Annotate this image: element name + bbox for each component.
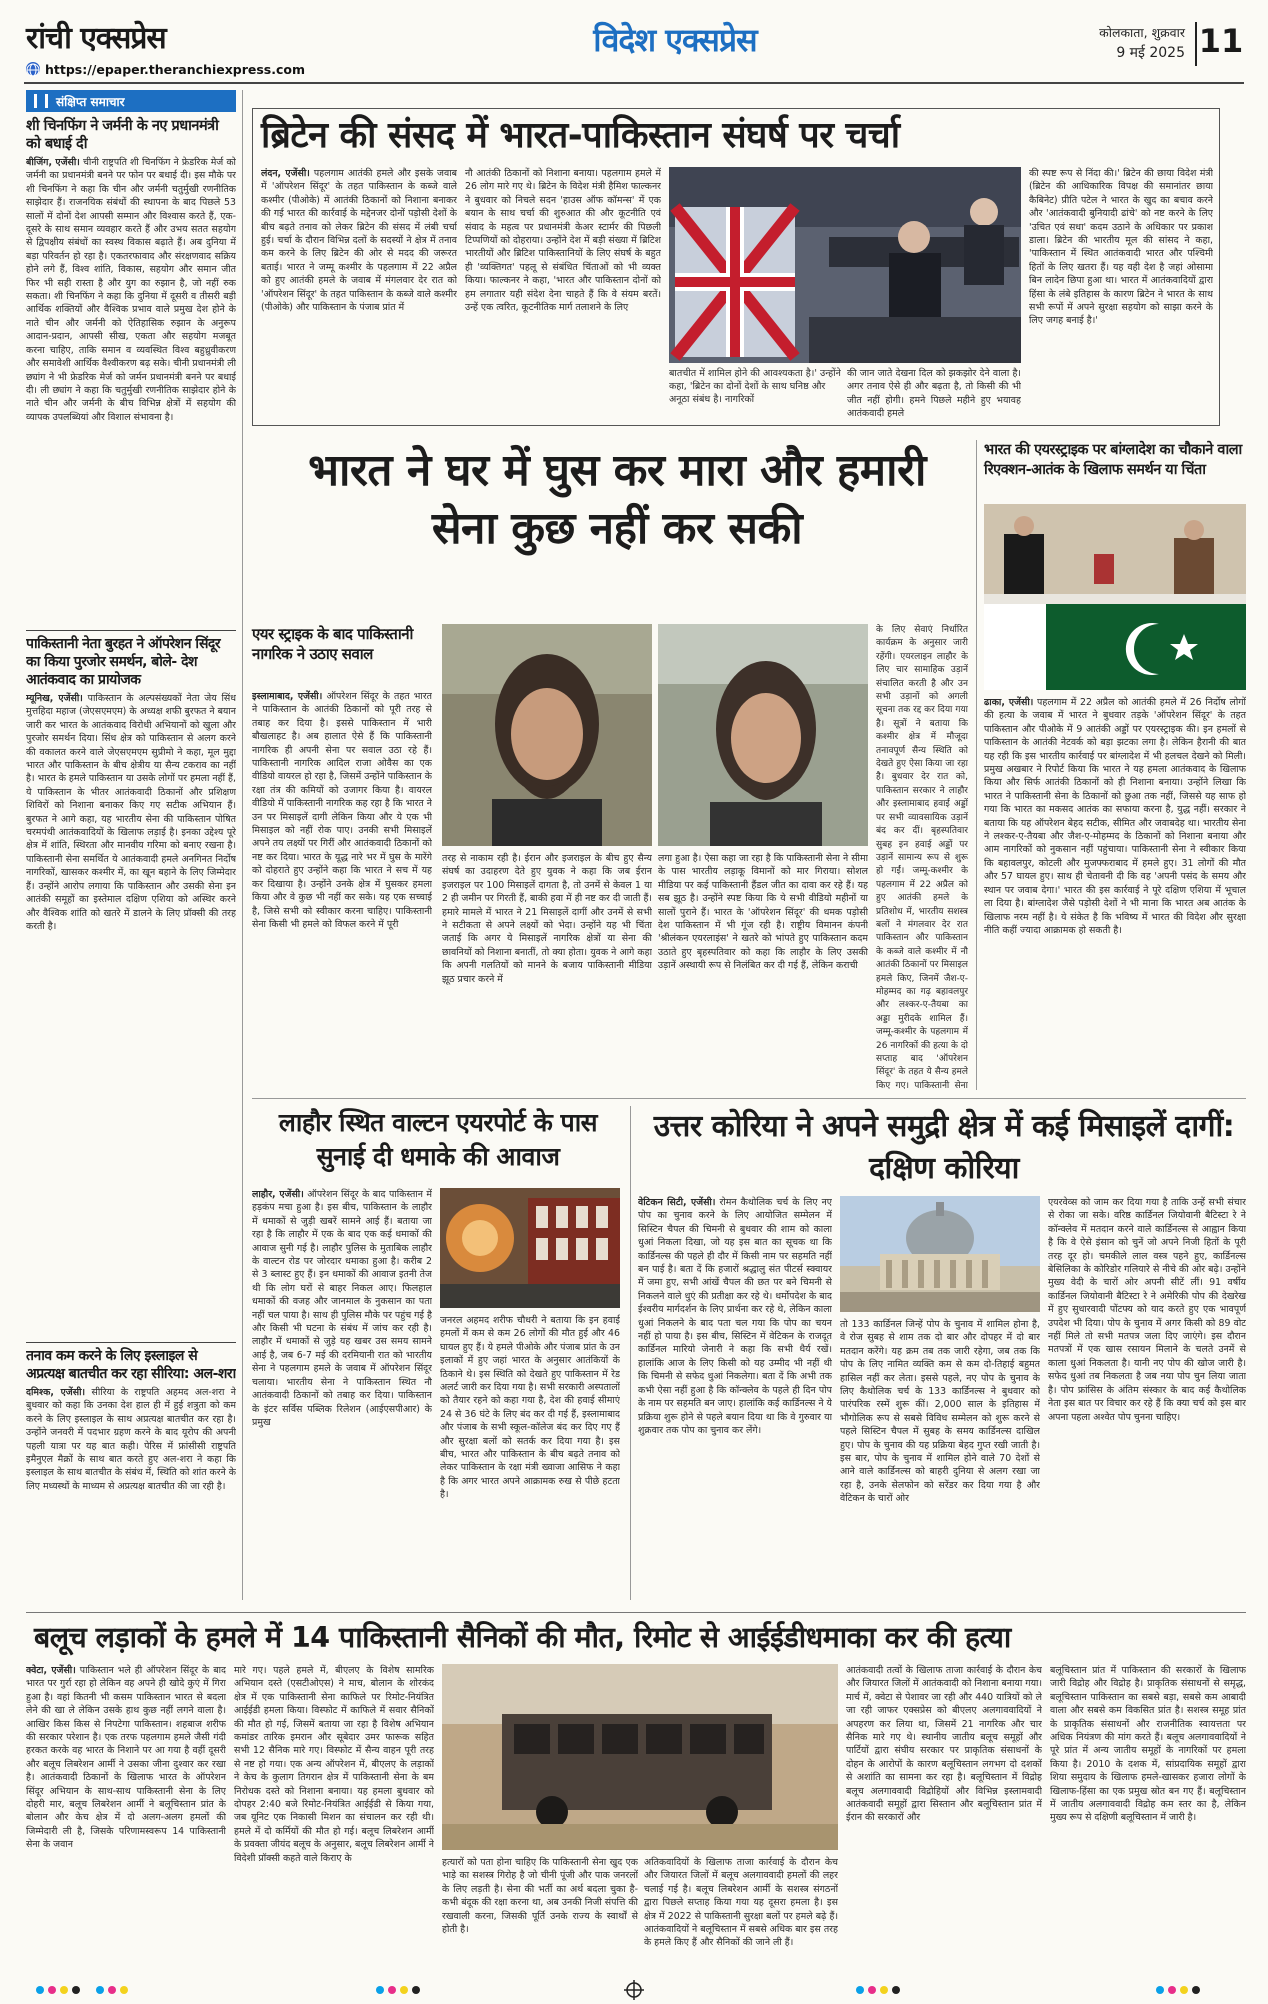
sidebar-rule [242,90,243,1600]
globe-icon [26,62,40,76]
pak-citizen-col-3: लगा हुआ है। ऐसा कहा जा रहा है कि पाकिस्तानी सेना ने सीमा के पास भारतीय लड़ाकू विमानों को मार गिराया। सोशल मीडिया पर कई पाकिस्तानी हैंडल जीत का दावा कर रहे हैं। यह सब झूठ है। उन्होंने स्पष्ट किया कि ये सभी वीडियो महीनों या सालों पुराने हैं। भारत के 'ऑपरेशन सिंदूर' की धमक पड़ोसी देश पाकिस्तान में भी गूंज रही है। राष्ट्रीय विमानन कंपनी 'श्रीलंकन एयरलाइंस' ने खतरे को भांपते हुए पाकिस्तान कदम उठाते हुए बृहस्पतिवार को कहा कि लाहौर के लिए उसकी उड़ानें अस्थायी रूप से निलंबित कर दी गई हैं, लेकिन कराची [658,853,868,972]
baloch-headline: बलूच लड़ाकों के हमले में 14 पाकिस्तानी सैनिकों की मौत, रिमोट से आईईडीधमाका कर की हत्या [34,1621,1011,1654]
brief-1-dateline: बीजिंग, एजेंसी। [26,157,80,168]
paper-name: रांची एक्सप्रेस [26,21,166,56]
baloch-col-4: अतिकवादियों के खिलाफ ताजा कार्रवाई के दौरान केच और जियारत जिलों में बलूच अलगाववादी हमलों की लहर चलाई गई है। बलूच लिबरेशन आर्मी के सशस्त्र संगठनों द्वारा पिछले सप्ताह किया गया यह दूसरा हमला है। इस क्षेत्र में 2022 से पाकिस्तानी सुरक्षा बलों पर हमले बढ़े हैं। आतंकवादियों ने बलूचिस्तान में सबसे अधिक बार इस तरह के हमले किए हैं और सैनिकों की जाने ली हैं। [644,1857,838,1949]
uk-parliament-photo [669,167,1021,363]
registration-marks-top [0,0,1268,10]
brief-1-body [26,156,236,626]
brief-news-label: संक्षिप्त समाचार [26,90,236,112]
section-title: विदेश एक्सप्रेस [593,21,757,59]
bangladesh-photo [984,504,1246,690]
north-korea-col-3: एयरवेव्स को जाम कर दिया गया है ताकि उन्हें सभी संचार से रोका जा सके। वरिष्ठ कार्डिनल जियोवानी बैटिस्टा रे ने कॉन्क्लेव में मतदान करने वाले कार्डिनल्स से आह्वान किया है कि वे ऐसे इंसान को चुनें जो अपने निजी हितों के पूरी तरह दूर हो। चमकीले लाल वस्त्र पहने हुए, कार्डिनल्स बेसिलिका के कोरिडोर गलियारे से नीचे की ओर बढ़े। उन्होंने मुख्य वेदी के चारों ओर अपनी सीटें लीं। 91 वर्षीय कार्डिनल जियोवानी बैटिस्टा रे ने अमेरिकी पोप की देखरेख में हुए सुधारवादी पोंटफ्य को याद करते हुए एक भावपूर्ण उपदेश भी दिया। पोप के चुनाव में अगर किसी को 89 वोट नहीं मिले तो सभी मतपत्र जला दिए जाएंगे। इस दौरान मतपत्रों में एक खास रसायन मिलाने के चलते उनमें से काला धुआं निकलता है। यानी नए पोप की खोज जारी है। सफेद धुआं तब निकलता है जब नया पोप चुन लिया जाता है। पोप फ्रांसिस के अंतिम संस्कार के बाद कई कैथोलिक नेता इस बात पर विचार कर रहे हैं कि क्या चर्च को इस बार अपना पहला अश्वेत पोप चुनना चाहिए। [1048,1197,1246,1423]
bangladesh-body: ढाका, एजेंसी। पहलगाम में 22 अप्रैल को आतंकी हमले में 26 निर्दोष लोगों की हत्या के जवाब में भारत ने बुधवार तड़के 'ऑपरेशन सिंदूर' के तहत पाकिस्तान और पीओके में 9 आतंकी अड्डों पर एयरस्ट्राइक की। इन हमलों से पाकिस्तान के आतंकी नेटवर्क को बड़ा झटका लगा है। लेकिन हैरानी की बात यह रही कि इस भारतीय कार्रवाई पर बांग्लादेश में भी हलचल देखने को मिली। प्रमुख अखबार ने रिपोर्ट किया कि भारत ने यह हमला आतंकवाद के खिलाफ किया और सिर्फ आतंकी ठिकानों को ही निशाना बनाया। उन्होंने लिखा कि भारत ने पाकिस्तानी सेना के ठिकानों को छुआ तक नहीं, जिससे यह साफ हो गया कि भारत का मकसद आतंक का सफाया करना है, युद्ध नहीं। सरकार ने बताया कि यह ऑपरेशन बेहद सटीक, सीमित और जवाबदेह था। भारतीय सेना ने लश्कर-ए-तैयबा और जैश-ए-मोहम्मद के ठिकानों को निशाना बनाया और आम नागरिकों को नुकसान नहीं पहुंचाया। पाकिस्तानी सेना ने स्वीकार किया कि बहावलपुर, कोटली और मुजफ्फराबाद में हमले हुए। 31 लोगों की मौत और 57 घायल हुए। साथ ही चेतावनी दी कि वह 'अपनी पसंद के समय और स्थान पर जवाब देगा।' भारत की इस कार्रवाई ने पूरे दक्षिण एशिया में भूचाल ला दिया है। बांग्लादेश जैसे पड़ोसी देशों ने भी माना कि भारत अब आतंक के खिलाफ नरम नहीं है। ये संकेत है कि भविष्य में भारत की विदेश और सुरक्षा नीति कहीं ज्यादा आक्रामक हो सकती है। [984,697,1246,936]
lahore-dateline: लाहौर, एजेंसी। [252,1189,304,1200]
mid-vertical-rule [976,440,977,1090]
pak-citizen-col-2: तरह से नाकाम रही है। ईरान और इजराइल के बीच हुए सैन्य संघर्ष का उदाहरण देते हुए युवक ने कहा कि जब ईरान इजराइल पर 100 मिसाइलें दागता है, तो उनमें से केवल 1 या 2 ही जमीन पर गिरती हैं, बाकी हवा में ही नष्ट कर दी जाती हैं। हमारे मामले में भारत ने 21 मिसाइलें दागीं और उनमें से सभी ने सटीकता से अपने लक्ष्यों को भेदा। उन्होंने यह भी चिंता जताई कि अगर ये मिसाइलें नागरिक क्षेत्रों या सेना की छावनियों को निशाना बनातीं, तो क्या होता। युवक ने आगे कहा कि अपनी गलतियों को मानने के बजाय पाकिस्तानी मीडिया झूठ प्रचार करने में [442,853,652,985]
destroyed-bus-photo [442,1664,838,1850]
baloch-col-2: मारे गए। पहले हमले में, बीएलए के विशेष सामरिक अभियान दस्ते (एसटीओएस) ने माच, बोलान के शोरकंद क्षेत्र में एक पाकिस्तानी सेना काफिले पर रिमोट-नियंत्रित आईईडी हमला किया। विस्फोट में काफिले में सवार सैनिकों की मौत हो गई, जिसमें बताया जा रहा है विशेष अभियान कमांडर तारिक इमरान और सूबेदार उमर फारूक सहित सभी 12 सैनिक मारे गए। विस्फोट में सैन्य वाहन पूरी तरह से नष्ट हो गया। एक अन्य ऑपरेशन में, बीएलए के लड़ाकों ने केच के कुलाग तिगरान क्षेत्र में पाकिस्तानी सेना के बम निरोधक दस्ते को निशाना बनाया। यह हमला बुधवार को दोपहर 2:40 बजे रिमोट-नियंत्रित आईईडी से किया गया, जब यूनिट एक निकासी मिशन का संचालन कर रही थी। हमले में दो कर्मियों की मौत हो गई। बलूच लिबरेशन आर्मी के प्रवक्ता जीयंद बलूच के अनुसार, बलूच लिबरेशन आर्मी ने विदेशी प्रॉक्सी कहते वाले किराए के [234,1665,434,1864]
vatican-photo [840,1196,1040,1312]
masthead [0,10,1268,80]
pak-citizen-dateline: इस्लामाबाद, एजेंसी। [252,691,323,702]
issue-date: 9 मई 2025 [1116,45,1185,61]
brief-2-body [26,692,236,1338]
uk-col-1: लंदन, एजेंसी। पहलगाम आतंकी हमले और इसके जवाब में 'ऑपरेशन सिंदूर' के तहत पाकिस्तान के कब्जे वाले कश्मीर (पीओके) में आतंकी ठिकानों को निशाना बनाकर की गई भारत की कार्रवाई के मद्देनजर दोनों पड़ोसी देशों के बीच बढ़ते तनाव को लेकर ब्रिटेन की संसद में लंबी चर्चा हुई। चर्चा के दौरान विभिन्न दलों के सदस्यों ने क्षेत्र में तनाव कम करने के लिए ब्रिटेन की ओर से मदद की जरूरत बताई। भारत ने जम्मू कश्मीर के पहलगाम में 22 अप्रैल को हुए आतंकी हमले के जवाब में मंगलवार देर रात को 'ऑपरेशन सिंदूर' के तहत पाकिस्तान के कब्जे वाले कश्मीर (पीओके) और पाकिस्तान के पंजाब प्रांत में [261,168,457,314]
brief-3-text: सीरिया के राष्ट्रपति अहमद अल-शरा ने बुधवार को कहा कि उनका देश हाल ही में हुई शत्रुता को कम करने के लिए इस्लाइल के साथ अप्रत्यक्ष बातचीत कर रहा है। उन्होंने जनवरी में पदभार ग्रहण करने के बाद यूरोप की अपनी पहली यात्रा पर यह बात कही। पेरिस में फ्रांसीसी राष्ट्रपति इमैनुएल मैक्रों के साथ बात करते हुए अल-शरा ने कहा कि इस्लाइल के साथ बातचीत के संबंध में, स्थिति को शांत करने के लिए मध्यस्थों के माध्यम से अप्रत्यक्ष बातचीत की जा रही है। [26,1387,236,1492]
uk-col-2: नौ आतंकी ठिकानों को निशाना बनाया। पहलगाम हमले में 26 लोग मारे गए थे। ब्रिटेन के विदेश मंत्री हैमिश फाल्कनर ने बुधवार को निचले सदन 'हाउस ऑफ कॉमन्स' में एक बयान के साथ चर्चा की शुरुआत की और कूटनीति एवं संवाद के महत्व पर प्रधानमंत्री केअर स्टार्मर की पिछली टिप्पणियों को दोहराया। उन्होंने देश में बड़ी संख्या में ब्रिटिश भारतीयों और ब्रिटिश पाकिस्तानियों के लिए संघर्ष के बहुत ही 'व्यक्तिगत' पहलू से संबंधित चिंताओं को भी व्यक्त किया। फाल्कनर ने कहा, 'भारत और पाकिस्तान दोनों को हम लगातार यही संदेश देना चाहते हैं कि वे संयम बरतें। उन्हें एक त्वरित, कूटनीतिक मार्ग तलाशने के लिए [465,168,661,314]
uk-dateline: लंदन, एजेंसी। [261,168,310,179]
baloch-col-6: बलूचिस्तान प्रांत में पाकिस्तान की सरकारों के खिलाफ जारी विद्रोह और विद्रोह है। प्राकृतिक संसाधनों से समृद्ध, बलूचिस्तान पाकिस्तान का सबसे बड़ा, सबसे कम आबादी वाला और सबसे कम विकसित प्रांत है। सशस्त्र समूह प्रांत के प्राकृतिक संसाधनों और राजनीतिक स्वायत्तता पर अधिक नियंत्रण की मांग करते हैं। बलूच अलगाववादियों ने पूरे प्रांत में अन्य जातीय समूहों के नागरिकों पर हमला किया है। 2010 के दशक में, सांप्रदायिक समूहों द्वारा शिया समुदाय के खिलाफ हमले-खासकर हजारा लोगों के खिलाफ-हिंसा का एक प्रमुख स्रोत बन गए हैं। बलूचिस्तान में जातीय अलगाववादी विद्रोह कम स्तर का है, लेकिन मुख्य रूप से दक्षिणी बलूचिस्तान में जारी है। [1050,1665,1246,1824]
page-number: 11 [1195,22,1245,66]
place-day: कोलकाता, शुक्रवार [1099,25,1185,40]
brief-3-dateline: दमिश्क, एजेंसी। [26,1387,86,1398]
north-korea-headline: उत्तर कोरिया ने अपने समुद्री क्षेत्र में कई मिसाइलें दागीं: दक्षिण कोरिया [653,1109,1235,1186]
baloch-dateline: क्वेटा, एजेंसी। [26,1665,76,1676]
pak-citizen-video-still-1 [442,624,652,846]
pak-citizen-headline: भारत ने घर में घुस कर मारा और हमारी सेना कुछ नहीं कर सकी [308,445,926,554]
lahore-headline: लाहौर स्थित वाल्टन एयरपोर्ट के पास सुनाई दी धमाके की आवाज [278,1108,598,1171]
baloch-col-1: क्वेटा, एजेंसी। पाकिस्तान भले ही ऑपरेशन सिंदूर के बाद भारत पर गुर्रा रहा हो लेकिन वह अपने ही खोदे कुएं में गिरा हुआ है। वहां कितनी भी कसम पाकिस्तान भारत से बदला लेने की खा ले लेकिन उसके हाथ कुछ नहीं लगने वाला है। आखिर किस किस से निपटेगा पाकिस्तान। शहबाज शरीफ की सरकार परेशान है। एक तरफ पहलगाम हमले जैसी गंदी हरकत करके वह भारत के निशाने पर आ गया है वहीं दूसरी और बलूच लिबरेशन आर्मी ने उसका जीना दुश्वार कर रखा है। आतंकवादी ठिकानों के खिलाफ भारत के ऑपरेशन सिंदूर अभियान के साथ-साथ पाकिस्तानी सेना के लिए दोहरी मार, बलूच लिबरेशन आर्मी ने बलूचिस्तान प्रांत के बोलान और केच क्षेत्र में दो अलग-अलग हमलों की जिम्मेदारी ली है, जिसके परिणामस्वरूप 14 पाकिस्तानी सेना के जवान [26,1665,226,1851]
baloch-photo-caption: हत्यारों को पता होना चाहिए कि पाकिस्तानी सेना खुद एक भाड़े का सशस्त्र गिरोह है जो चीनी पूंजी और पाक जनरलों के लिए लड़ती है। सेना की भर्ती का अर्थ बदला चुका है- कभी बंदूक की रक्षा करना था, अब उनकी निजी संपत्ति की रखवाली करना, जिसकी पूर्ति उनके राज्य के स्वार्थों से होती है। [442,1857,638,1936]
uk-col-5: की स्पष्ट रूप से निंदा की।' ब्रिटेन की छाया विदेश मंत्री (ब्रिटेन की आधिकारिक विपक्ष की समानांतर छाया कैबिनेट) प्रीति पटेल ने भारत के खुद का बचाव करने और 'आतंकवादी बुनियादी ढांचे' को नष्ट करने के लिए 'उचित एवं सधा' कदम उठाने के अधिकार पर प्रकाश डाला। ब्रिटेन की भारतीय मूल की सांसद ने कहा, 'पाकिस्तान में स्थित आतंकवादी भारत और पश्चिमी हितों के लिए खतरा हैं। यह वही देश है जहां ओसामा बिन लादेन छिपा हुआ था। भारत में आतंकवादियों द्वारा हिंसा के लंबे इतिहास के कारण ब्रिटेन ने भारत के साथ सभी रूपों में अपने सुरक्षा सहयोग को साझा करने के लिए जगह बनाई है।' [1029,168,1213,327]
brief-divider [26,630,236,631]
pak-citizen-col-1: इस्लामाबाद, एजेंसी। ऑपरेशन सिंदूर के तहत भारत ने पाकिस्तान के आतंकी ठिकानों को पूरी तरह से तबाह कर दिया है। इससे पाकिस्तान में भारी बौखलाहट है। अब हालात ऐसे हैं कि पाकिस्तानी नागरिक ही अपनी सेना पर सवाल उठा रहे हैं। पाकिस्तानी नागरिक आदिल राजा ओवैस का एक वीडियो वायरल हो रहा है, जिसमें उन्होंने पाकिस्तान के रक्षा तंत्र की कमियों को उजागर किया है। वायरल वीडियो में पाकिस्तानी नागरिक कह रहा है कि भारत ने उन पर मिसाइलें दागी लेकिन किया और ये एक भी मिसाइल को नहीं रोक पाए। उनकी सभी मिसाइलें अपने तय लक्ष्यों पर गिरीं और आतंकवादी ठिकानों को नष्ट कर दिया। भारत के यूद्ध नारे भर में घुस के मारेंगे को दोहराते हुए उन्होंने कहा कि भारत ने सच में यह कर दिखाया है। उन्होंने उनके क्षेत्र में घुसकर हमला किया और वे कुछ भी नहीं कर सके। यह एक सच्चाई है, जिसे सभी को स्वीकार करना चाहिए। पाकिस्तानी सेना किसी भी हमले को विफल करने में पूरी [252,691,432,930]
pak-citizen-subhead: एयर स्ट्राइक के बाद पाकिस्तानी नागरिक ने उठाए सवाल [252,625,413,663]
uk-headline: ब्रिटेन की संसद में भारत-पाकिस्तान संघर्ष पर चर्चा [261,115,900,156]
pak-citizen-video-still-2 [658,624,868,846]
uk-col-4: की जान जाते देखना दिल को झकझोर देने वाला है। अगर तनाव ऐसे ही और बढ़ता है, तो किसी की भी जीत नहीं होगी। हमने पिछले महीने हुए भयावह आतंकवादी हमले [847,368,1021,420]
bangladesh-article [984,440,1246,1090]
paper-logo [26,16,246,56]
bangladesh-headline: भारत की एयरस्ट्राइक पर बांग्लादेश का चौकाने वाला रिएक्शन-आतंक के खिलाफ समर्थन या चिंता [984,442,1242,478]
pak-citizen-article [252,440,970,1090]
lahore-rule [630,1106,631,1600]
uk-caption: बातचीत में शामिल होने की आवश्यकता है।' उन्होंने कहा, 'ब्रिटेन का दोनों देशों के साथ घनिष्ठ और अनूठा संबंध है। नागरिकों [669,368,841,405]
row-divider [252,1098,1246,1099]
epaper-url-bar[interactable] [26,60,336,78]
bottom-divider [26,1612,1246,1613]
bangladesh-dateline: ढाका, एजेंसी। [984,697,1034,708]
dateline-block [1045,24,1185,68]
brief-3-body [26,1386,236,1596]
brief-3-headline: तनाव कम करने के लिए इस्लाइल से अप्रत्यक्ष बातचीत कर रहा सीरिया: अल-शरा [26,1348,236,1382]
brief-1-text: चीनी राष्ट्रपति शी चिनफिंग ने फ्रेडरिक मेर्ज को जर्मनी का प्रधानमंत्री बनने पर फोन पर बधाई दी। इस मौके पर शी चिनफिंग ने कहा कि चीन और जर्मनी चतुर्मुखी रणनीतिक साझेदार हैं। राजनयिक संबंधों की स्थापना के बाद पिछले 53 सालों में दोनों देश आपसी सम्मान और विश्वास करते हैं, एक-दूसरे के साथ समान व्यवहार करते हैं और उभय सतत सहयोग से द्विपक्षीय संबंधों का स्वस्थ विकास बढ़ाते हैं। अब दुनिया में बड़ा परिवर्तन हो रहा है। एकतरफावाद और संरक्षणवाद सक्रिय होने लगे हैं, विश्व शांति, विकास, सहयोग और समान जीत फिर भी सही रास्ता है और युग का रुझान है, जो नहीं रुक सकता। शी चिनफिंग ने कहा कि दुनिया में दूसरी व तीसरी बड़ी आर्थिक शक्तियों और वैश्विक प्रभाव वाले प्रमुख देश होने के नाते चीन और जर्मनी को ऐतिहासिक रुझान के अनुरूप आदान-प्रदान, आपसी सीख, एकता और सहयोग मजबूत करना चाहिए, ताकि समान व व्यवस्थित विश्व बहुध्रुवीकरण और समावेशी आर्थिक वैश्वीकरण बढ़ सके। चीनी प्रधानमंत्री ली छ्यांग ने भी फ्रेडरिक मेर्ज को जर्मन प्रधानमंत्री बनने पर बधाई दी। ली छ्यांग ने कहा कि चतुर्मुखी रणनीतिक साझेदार होने के नाते चीन और जर्मनी के बीच विभिन्न क्षेत्रों में सहयोग की व्यापक उपलब्धियां और विशाल संभावना है। [26,157,236,423]
brief-divider [26,1342,236,1343]
lahore-blast-photo [440,1188,620,1308]
brief-2-dateline: म्यूनिख, एजेंसी। [26,693,83,704]
lahore-col-2: जनरल अहमद शरीफ चौधरी ने बताया कि इन हवाई हमलों में कम से कम 26 लोगों की मौत हुई और 46 घायल हुए हैं। ये हमले पीओके और पंजाब प्रांत के उन इलाकों में हुए जहां भारत के अनुसार आतंकियों के ठिकाने थे। इस स्थिति को देखते हुए पाकिस्तान में रेड अलर्ट जारी कर दिया गया है। सभी सरकारी अस्पतालों को तैयार रहने को कहा गया है, देश की हवाई सीमाएं 24 से 36 घंटे के लिए बंद कर दी गई हैं, इस्लामाबाद और पंजाब के सभी स्कूल-कॉलेज बंद कर दिए गए हैं और सुरक्षा बलों को सतर्क कर दिया गया है। इस बीच, भारत और पाकिस्तान के बीच बढ़ते तनाव को लेकर पाकिस्तान के रक्षा मंत्री ख्वाजा आसिफ ने कहा है कि अगर भारत अपने आक्रामक रुख से पीछे हटता है। [440,1315,620,1501]
lahore-article [252,1106,622,1600]
epaper-url[interactable]: https://epaper.theranchiexpress.com [45,61,306,77]
north-korea-col-2: तो 133 कार्डिनल जिन्हें पोप के चुनाव में शामिल होना है, वे रोज सुबह से शाम तक दो बार और दोपहर में दो बार मतदान करेंगे। यह क्रम तब तक जारी रहेगा, जब तक कि पोप के लिए नामित व्यक्ति कम से कम दो-तिहाई बहुमत हासिल नहीं कर लेता। इससे पहले, नए पोप के चुनाव के लिए कैथोलिक चर्च के 133 कार्डिनल्स ने बुधवार को पारंपरिक रस्में शुरू कीं। 2,000 साल के इतिहास में भौगोलिक रूप से सबसे विविध सम्मेलन को शुरू करने से पहले सिस्टिन चैपल में सुबह के समय कार्डिनल्स दाखिल हुए। पोप के चुनाव की यह प्रक्रिया बेहद गुप्त रखी जाती है। इस बार, पोप के चुनाव में शामिल होने वाले 70 देशों से आने वाले कार्डिनल्स को बाहरी दुनिया से अलग रखा जा रहा है, उनके सेलफोन को सरेंडर कर दिया गया है और वेटिकन के चारों ओर [840,1319,1040,1505]
brief-1-headline: शी चिनफिंग ने जर्मनी के नए प्रधानमंत्री को बधाई दी [26,118,219,152]
registration-marks-bottom [0,1980,1268,2000]
pak-citizen-col-4: के लिए सेवाएं निर्धारित कार्यक्रम के अनुसार जारी रहेंगी। एयरलाइन लाहौर के लिए चार सामाहिक उड़ानें संचालित करती है और उन सभी उड़ानों को अगली सूचना तक रद्द कर दिया गया है। सूत्रों ने बताया कि कश्मीर क्षेत्र में मौजूदा तनावपूर्ण सैन्य स्थिति को देखते हुए ऐसा किया जा रहा है। बुधवार देर रात को, पाकिस्तान सरकार ने लाहौर और इस्लामाबाद हवाई अड्डों पर सभी व्यावसायिक उड़ानें बंद कर दीं। बृहस्पतिवार सुबह इन हवाई अड्डों पर उड़ानें सामान्य रूप से शुरू हो गईं। जम्मू-कश्मीर के पहलगाम में 22 अप्रैल को हुए आतंकी हमले के प्रतिशोध में, भारतीय सशस्त्र बलों ने मंगलवार देर रात पाकिस्तान और पाकिस्तान के कब्जे वाले कश्मीर में नौ आतंकी ठिकानों पर मिसाइल हमले किए, जिनमें जैश-ए-मोहम्मद का गढ़ बहावलपुर और लश्कर-ए-तैयबा का अड्डा मुरीदके शामिल हैं। जम्मू-कश्मीर के पहलगाम में 26 नागरिकों की हत्या के दो सप्ताह बाद 'ऑपरेशन सिंदूर' के तहत ये सैन्य हमले किए गए। पाकिस्तानी सेना [876,625,968,1090]
lahore-col-1: लाहौर, एजेंसी। ऑपरेशन सिंदूर के बाद पाकिस्तान में हड़कंप मचा हुआ है। इस बीच, पाकिस्तान के लाहौर में धमाकों से जुड़ी खबरें सामने आई हैं। बताया जा रहा है कि लाहौर में एक के बाद एक कई धमाकों की आवाज सुनी गई है। लाहौर पुलिस के मुताबिक लाहौर के वाल्टन रोड पर जोरदार धमाका हुआ है। करीब 2 से 3 ब्लास्ट हुए हैं। इन धमाकों की आवाज इतनी तेज थी कि लोग घरों से बाहर निकल आए। फिलहाल धमाकों की वजह और जानमाल के नुकसान का पता नहीं चल पाया है। साथ ही पुलिस मौके पर पहुंच गई है और किसी भी घटना के संबंध में जांच कर रही है। लाहौर में धमाकों से जुड़े यह खबर उस समय सामने आई है, जब 6-7 मई की दरमियानी रात को भारतीय सेना ने पहलगाम हमले के जवाब में ऑपरेशन सिंदूर चलाया। भारतीय सेना ने पाकिस्तान स्थित नौ आतंकवादी ठिकानों को तबाह कर दिया। पाकिस्तान के इंटर सर्विस पब्लिक रिलेशन (आईएसपीआर) के प्रमुख [252,1189,432,1428]
brief-news-column [26,90,236,1600]
brief-2-text: पाकिस्तान के अल्पसंख्यकों नेता जेय सिंध मुत्तहिदा महाज (जेएसएमएम) के अध्यक्ष शफी बुरफत ने बयान जारी कर भारत के आतंकवाद विरोधी अभियानों को खुला और पुरजोर समर्थन दिया। सिंध क्षेत्र को पाकिस्तान से अलग करने की वकालत करने वाले जेएसएमएम सुप्रीमो ने कहा, मूल मुद्दा भारत और पाकिस्तान के बीच क्षेत्रीय या सैन्य टकराव का नहीं है। भारत के हमले पाकिस्तान या उसके लोगों पर हमला नहीं हैं, ये पाकिस्तान के भीतर आतंकवादी ठिकानों और प्रशिक्षण शिविरों को निशाना बनाकर किए गए सटीक अभियान हैं। बुरफत ने आगे कहा, यह भारतीय सेना की पाकिस्तान पोषित चरमपंथी आतंकवादियों के खिलाफ लड़ाई है। इनका उद्देश्य पूरे क्षेत्र में शांति, स्थिरता और मानवीय गरिमा को बनाए रखना है। पाकिस्तानी सेना समर्थित ये आतंकवादी हमले अनगिनत निर्दोष नागरिकों, खासकर कश्मीर में, का खून बहाने के लिए जिम्मेदार हैं। उन्होंने आरोप लगाया कि पाकिस्तान और उसकी सेना इन आतंकी समूहों का इस्तेमाल दक्षिण एशिया को अस्थिर करने और वैश्विक शांति को खतरे में डालने के लिए प्रॉक्सी की तरह करती है। [26,693,236,932]
north-korea-dateline: वेटिकन सिटी, एजेंसी। [638,1197,716,1208]
uk-article [252,108,1220,426]
label-bars-icon [34,94,48,108]
north-korea-col-1: वेटिकन सिटी, एजेंसी। रोमन कैथोलिक चर्च के लिए नए पोप का चुनाव करने के लिए आयोजित सम्मेलन में सिस्टिन चैपल की चिमनी से बुधवार की शाम को काला धुआं निकला दिखा, जो यह इस बात का सूचक था कि कार्डिनल्स की पहले ही दौर में किसी नाम पर सहमति नहीं बन पाई है। बता दें कि हजारों श्रद्धालु संत पीटर्स स्क्वायर में जमा हुए, सभी आंखें चैपल की छत पर बने चिमनी से निकलने वाले धुएं की प्रतीक्षा कर रहे थे। धर्मोपदेश के बाद ईश्वरीय मार्गदर्शन के लिए प्रार्थना कर रहे थे, लेकिन काला धुआं निकलने के बाद पता चल गया कि पोप का चयन नहीं हो पाया है। इस बीच, सिस्टिन में वेटिकन के राजदूत कार्डिनल मारियो जेनारी ने कहा कि सभी धैर्य रखें। हालांकि आज के लिए किसी को यह उम्मीद भी नहीं थी कि चिमनी से सफेद धुआं निकलेगा। बता दें कि अभी तक कभी ऐसा नहीं हुआ है कि कॉन्क्लेव के पहले ही दिन पोप के नाम पर सहमति बन जाए। हालांकि कई कार्डिनल्स ने ये प्रक्रिया शुरू होने से पहले बयान दिया था कि वे गुरुवार या शुक्रवार तक पोप का चुनाव कर लेंगे। [638,1197,832,1436]
baloch-article [26,1618,1246,1970]
brief-2-headline: पाकिस्तानी नेता बुरहत ने ऑपरेशन सिंदूर का किया पुरजोर समर्थन, बोले- देश आतंकवाद का प्रायोजक [26,636,221,688]
masthead-rule [24,82,1244,84]
north-korea-article [638,1106,1246,1600]
baloch-col-5: आतंकवादी तत्वों के खिलाफ ताजा कार्रवाई के दौरान केच और जियारत जिलों में आतंकवादी को निशाना बनाया गया। मार्च में, क्वेटा से पेशावर जा रही और 440 यात्रियों को ले जा रही जाफर एक्सप्रेस को बीएलए अलगाववादियों ने अपहरण कर लिया था, जिसमें 21 नागरिक और चार सैनिक मारे गए थे। स्थानीय जातीय बलूच समूहों और पार्टियों द्वारा संघीय सरकार पर प्राकृतिक संसाधनों के दोहन के आरोपों के कारण बलूचिस्तान लगभग दो दशकों से अशांति का सामना कर रहा है। बलूचिस्तान में विद्रोह बलूच अलगाववादी विद्रोहियों और विभिन्न इस्लामवादी आतंकवादी समूहों द्वारा सिस्तान और बलूचिस्तान प्रांत में ईरान की सरकारों और [846,1665,1042,1824]
